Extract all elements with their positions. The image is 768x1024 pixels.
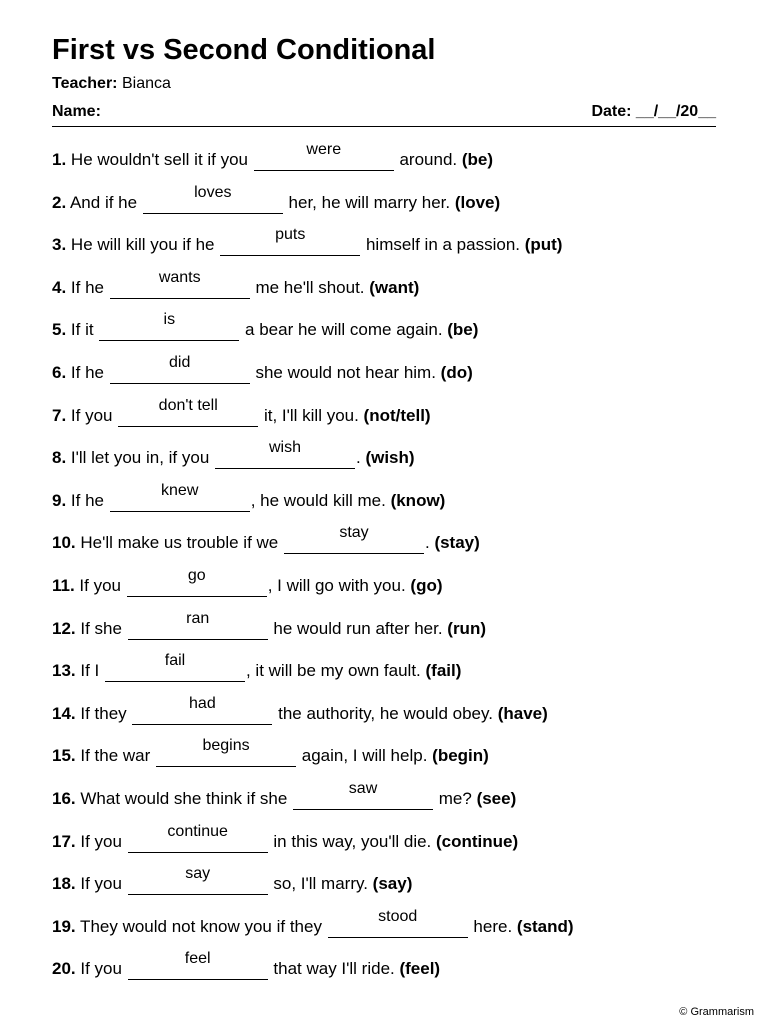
answer-blank[interactable] — [293, 779, 433, 810]
verb-hint: (wish) — [365, 448, 415, 468]
question-number: 15. — [52, 746, 76, 766]
question-text-before: If they — [75, 703, 132, 723]
question-number: 19. — [52, 916, 76, 936]
question-text-before: And if he — [66, 192, 142, 212]
question-number: 7. — [52, 405, 67, 425]
verb-hint: (stand) — [516, 916, 574, 936]
question-text-after: . — [356, 448, 366, 468]
question-text-after: here. — [468, 916, 517, 936]
answer-blank[interactable] — [127, 566, 267, 597]
question-text-before: If she — [75, 618, 127, 638]
answer-text: feel — [184, 950, 211, 968]
answer-text: say — [185, 865, 211, 883]
question-text-before: If he — [66, 490, 109, 510]
answer-text: don't tell — [158, 396, 218, 414]
answer-blank[interactable] — [118, 396, 258, 427]
question-text-after: in this way, you'll die. — [268, 831, 437, 851]
question-list — [52, 141, 732, 998]
teacher-name: Bianca — [117, 75, 171, 92]
question-text-after: he would run after her. — [268, 618, 448, 638]
question-number: 11. — [52, 575, 75, 595]
question-text-before: If you — [66, 405, 118, 425]
question-text-before: If you — [75, 959, 127, 979]
question-text-before: If he — [66, 362, 109, 382]
answer-blank[interactable] — [156, 737, 296, 767]
answer-text: saw — [348, 779, 378, 797]
question-text-before: If it — [66, 320, 99, 340]
question-text-before: He will kill you if he — [66, 235, 220, 255]
question-number: 1. — [52, 150, 67, 169]
question-text-before: He wouldn't sell it if you — [66, 150, 253, 169]
question-number: 8. — [52, 448, 67, 468]
verb-hint: (continue) — [436, 831, 519, 851]
answer-text: ran — [186, 609, 210, 627]
verb-hint: (feel) — [399, 959, 441, 979]
answer-blank[interactable] — [110, 481, 250, 512]
answer-blank[interactable] — [110, 268, 250, 299]
question-number: 12. — [52, 618, 76, 638]
question-text-before: If you — [74, 575, 126, 595]
answer-text: go — [187, 566, 206, 584]
date-field[interactable]: Date: __/__/20__ — [591, 103, 716, 120]
question-text-after: , it will be my own fault. — [245, 661, 426, 681]
question-text-after: a bear he will come again. — [240, 320, 448, 340]
question-text-after: me? — [434, 788, 477, 808]
answer-blank[interactable] — [128, 822, 268, 853]
verb-hint: (stay) — [434, 533, 480, 553]
question-text-before: If you — [75, 874, 127, 894]
answer-text: had — [189, 694, 216, 712]
question-number: 2. — [52, 192, 67, 212]
answer-blank[interactable] — [215, 439, 355, 469]
verb-hint: (run) — [447, 618, 486, 638]
answer-blank[interactable] — [99, 311, 239, 341]
question-text-before: If the war — [75, 746, 156, 766]
copyright: © Grammarism — [679, 1006, 754, 1018]
question-number: 17. — [52, 831, 76, 851]
question-text-before: He'll make us trouble if we — [75, 533, 283, 553]
answer-text: stood — [378, 907, 418, 925]
question-number: 16. — [52, 788, 76, 808]
verb-hint: (fail) — [425, 661, 462, 681]
question-text-after: , I will go with you. — [267, 575, 411, 595]
answer-blank[interactable] — [128, 865, 268, 895]
answer-text: is — [163, 311, 176, 329]
question-number: 9. — [52, 490, 67, 510]
answer-blank[interactable] — [328, 907, 468, 938]
question-item — [52, 950, 732, 998]
verb-hint: (have) — [497, 703, 548, 723]
question-item — [52, 396, 732, 445]
question-number: 14. — [52, 703, 76, 723]
question-text-after: that way I'll ride. — [268, 959, 400, 979]
question-number: 4. — [52, 277, 67, 297]
question-text-before: I'll let you in, if you — [66, 448, 214, 468]
question-text-after: . — [424, 533, 435, 553]
answer-text: puts — [275, 226, 306, 244]
answer-blank[interactable] — [128, 609, 268, 640]
verb-hint: (begin) — [432, 746, 489, 766]
verb-hint: (say) — [372, 874, 413, 894]
question-item — [52, 183, 732, 232]
answer-blank[interactable] — [128, 950, 268, 980]
question-number: 20. — [52, 959, 76, 979]
answer-blank[interactable] — [254, 141, 394, 171]
verb-hint: (love) — [454, 192, 501, 212]
verb-hint: (be) — [447, 320, 479, 340]
page-title: First vs Second Conditional — [52, 34, 436, 66]
question-item — [52, 694, 732, 743]
verb-hint: (go) — [410, 575, 443, 595]
answer-text: begins — [202, 737, 250, 755]
question-text-before: They would not know you if they — [75, 916, 327, 936]
answer-text: loves — [194, 183, 232, 201]
answer-blank[interactable] — [143, 183, 283, 214]
question-number: 10. — [52, 533, 76, 553]
question-text-after: around. — [394, 150, 462, 169]
verb-hint: (see) — [476, 788, 517, 808]
name-date-row — [52, 100, 716, 127]
question-text-before: If I — [75, 661, 104, 681]
answer-blank[interactable] — [220, 226, 360, 256]
verb-hint: (want) — [369, 277, 420, 297]
answer-blank[interactable] — [105, 652, 245, 682]
question-text-after: the authority, he would obey. — [273, 703, 498, 723]
answer-text: did — [169, 353, 191, 371]
answer-text: stay — [339, 524, 369, 542]
question-text-after: her, he will marry her. — [283, 192, 455, 212]
verb-hint: (be) — [461, 150, 494, 169]
teacher-label: Teacher: — [52, 75, 118, 92]
verb-hint: (put) — [524, 235, 563, 255]
question-number: 18. — [52, 874, 76, 894]
question-text-after: it, I'll kill you. — [259, 405, 364, 425]
question-number: 13. — [52, 661, 76, 681]
answer-blank[interactable] — [110, 353, 250, 384]
question-text-before: If he — [66, 277, 109, 297]
question-text-after: she would not hear him. — [250, 362, 441, 382]
question-number: 5. — [52, 320, 67, 340]
answer-text: knew — [161, 481, 199, 499]
question-text-after: , he would kill me. — [250, 490, 391, 510]
question-text-after: again, I will help. — [297, 746, 433, 766]
answer-blank[interactable] — [132, 694, 272, 725]
answer-text: wish — [268, 439, 301, 457]
question-text-after: himself in a passion. — [361, 235, 525, 255]
name-field[interactable]: Name: — [52, 103, 101, 120]
question-number: 3. — [52, 235, 67, 255]
verb-hint: (do) — [440, 362, 473, 382]
answer-blank[interactable] — [284, 524, 424, 554]
teacher-line — [52, 74, 171, 94]
question-number: 6. — [52, 362, 67, 382]
answer-text: were — [306, 141, 342, 158]
question-text-after: so, I'll marry. — [268, 874, 373, 894]
answer-text: fail — [164, 652, 186, 670]
question-text-before: If you — [75, 831, 127, 851]
answer-text: continue — [167, 822, 228, 840]
verb-hint: (not/tell) — [363, 405, 431, 425]
question-text-before: What would she think if she — [75, 788, 293, 808]
question-text-after: me he'll shout. — [250, 277, 370, 297]
answer-text: wants — [158, 268, 201, 286]
verb-hint: (know) — [390, 490, 446, 510]
